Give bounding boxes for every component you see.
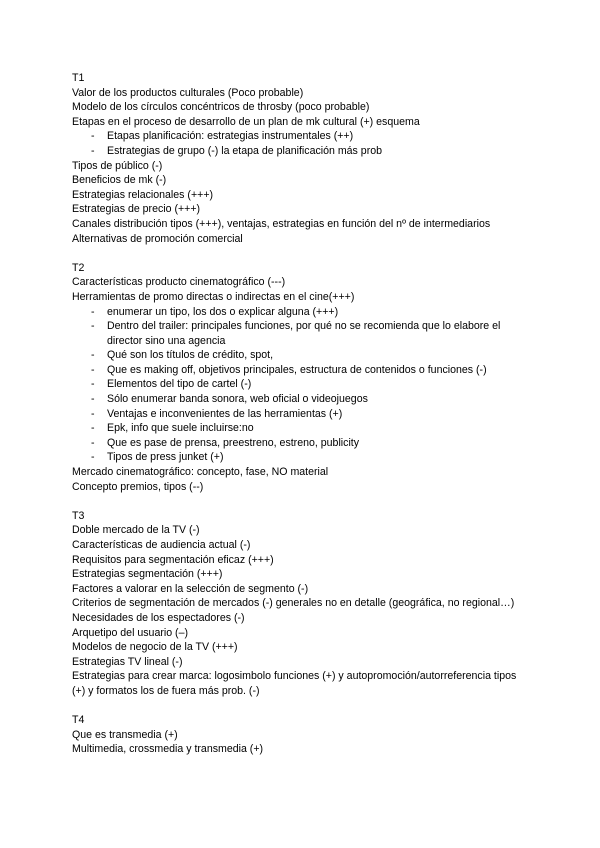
sub-list-item: - Que es pase de prensa, preestreno, estreno, publicity bbox=[72, 436, 532, 451]
topic-line: Valor de los productos culturales (Poco probable) bbox=[72, 86, 304, 99]
document-content bbox=[72, 71, 532, 772]
sub-list-item: - Estrategias de grupo (-) la etapa de planificación más prob bbox=[72, 144, 532, 159]
sub-list-item: - Ventajas e inconvenientes de las herramientas (+) bbox=[72, 407, 532, 422]
topic-line: Criterios de segmentación de mercados (-) generales no en detalle (geográfica, no regional…) bbox=[72, 597, 515, 610]
sub-list-item: - Que es making off, objetivos principales, estructura de contenidos o funciones (-) bbox=[72, 363, 532, 378]
topic-line: Necesidades de los espectadores (-) bbox=[72, 611, 245, 624]
section-t2 bbox=[72, 261, 532, 495]
topic-line: Estrategias para crear marca: logosimbolo funciones (+) y autopromoción/autorreferencia tipos (+) y formatos los de fuera más prob. (-) bbox=[72, 670, 517, 697]
topic-line: Arquetipo del usuario (–) bbox=[72, 626, 189, 639]
topic-line: Concepto premios, tipos (--) bbox=[72, 480, 204, 493]
sub-list-item: - Sólo enumerar banda sonora, web oficial o videojuegos bbox=[72, 392, 532, 407]
sub-list bbox=[72, 129, 532, 158]
topic-line: Canales distribución tipos (+++), ventajas, estrategias en función del nº de intermediarios bbox=[72, 217, 491, 230]
topic-line: Herramientas de promo directas o indirectas en el cine(+++) bbox=[72, 290, 355, 303]
topic-line: Tipos de público (-) bbox=[72, 159, 163, 172]
topic-line: Características de audiencia actual (-) bbox=[72, 539, 251, 551]
topic-line: Beneficios de mk (-) bbox=[72, 174, 167, 187]
section-title: T1 bbox=[72, 72, 85, 84]
topic-line: Modelo de los círculos concéntricos de throsby (poco probable) bbox=[72, 101, 370, 114]
topic-line: Requisitos para segmentación eficaz (+++) bbox=[72, 553, 274, 566]
sub-list-item: - Qué son los títulos de crédito, spot, bbox=[72, 348, 532, 363]
section-title: T3 bbox=[72, 509, 85, 522]
topic-line: Que es transmedia (+) bbox=[72, 728, 178, 741]
sub-list-item: - Dentro del trailer: principales funciones, por qué no se recomienda que lo elabore el director sino una agencia bbox=[72, 319, 532, 348]
topic-line: Estrategias segmentación (+++) bbox=[72, 568, 223, 581]
topic-line: Etapas en el proceso de desarrollo de un plan de mk cultural (+) esquema bbox=[72, 115, 420, 128]
section-t3 bbox=[72, 509, 532, 699]
sub-list bbox=[72, 305, 532, 466]
topic-line: Modelos de negocio de la TV (+++) bbox=[72, 641, 238, 654]
topic-line: Estrategias relacionales (+++) bbox=[72, 188, 214, 201]
topic-line: Multimedia, crossmedia y transmedia (+) bbox=[72, 743, 264, 756]
sub-list-item: - Epk, info que suele incluirse:no bbox=[72, 421, 532, 436]
sub-list-item: - enumerar un tipo, los dos o explicar alguna (+++) bbox=[72, 305, 532, 320]
section-t4 bbox=[72, 713, 532, 757]
topic-line: Doble mercado de la TV (-) bbox=[72, 524, 200, 537]
topic-line: Alternativas de promoción comercial bbox=[72, 232, 243, 245]
section-title: T2 bbox=[72, 261, 85, 274]
topic-line: Características producto cinematográfico (---) bbox=[72, 276, 286, 289]
section-title: T4 bbox=[72, 714, 85, 727]
topic-line: Estrategias de precio (+++) bbox=[72, 203, 201, 216]
sub-list-item: - Etapas planificación: estrategias instrumentales (++) bbox=[72, 129, 532, 144]
sub-list-item: - Tipos de press junket (+) bbox=[72, 450, 532, 465]
section-t1 bbox=[72, 71, 532, 246]
topic-line: Estrategias TV lineal (-) bbox=[72, 655, 183, 668]
topic-line: Factores a valorar en la selección de segmento (-) bbox=[72, 582, 309, 595]
topic-line: Mercado cinematográfico: concepto, fase, NO material bbox=[72, 466, 329, 479]
sub-list-item: - Elementos del tipo de cartel (-) bbox=[72, 377, 532, 392]
